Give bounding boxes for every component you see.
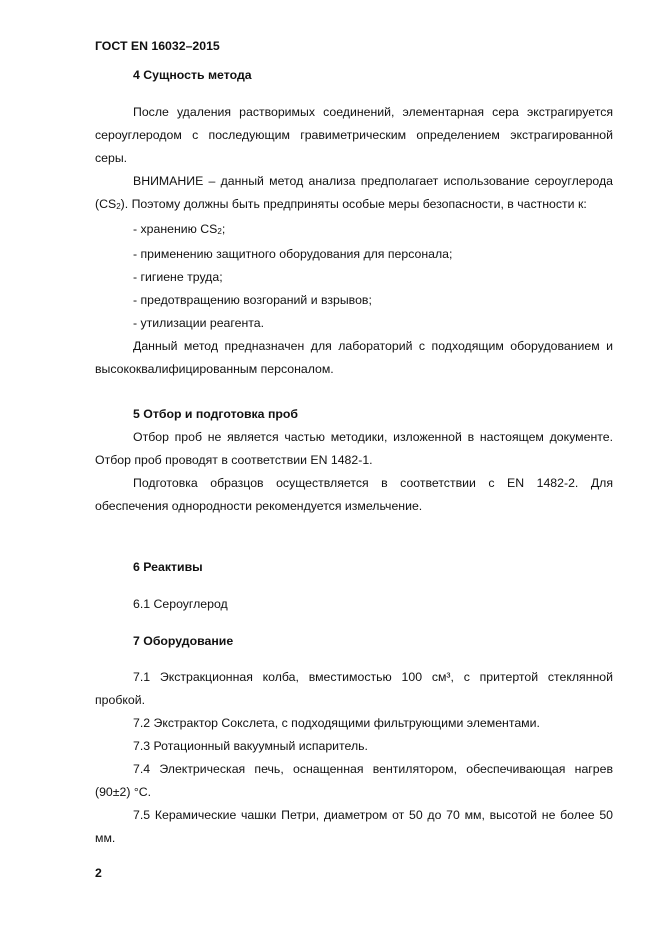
list-item: - хранению $CS_2$; [133,222,226,236]
document-header: ГОСТ EN 16032–2015 [95,39,220,53]
section-4-title: 4 Сущность метода [133,68,252,82]
section-5-paragraph-2: Подготовка образцов осуществляется в соответствии с EN 1482-2. Для обеспечения однородности рекомендуется измельчение. [95,476,613,513]
list-item: - предотвращению возгораний и взрывов; [133,293,372,307]
list-item: - применению защитного оборудования для персонала; [133,247,453,261]
section-7-item-2: 7.2 Экстрактор Сокслета, с подходящими фильтрующими элементами. [133,716,540,730]
section-5-title: 5 Отбор и подготовка проб [133,407,298,421]
section-7-item-3: 7.3 Ротационный вакуумный испаритель. [133,739,368,753]
list-item: - гигиене труда; [133,270,223,284]
document-body [95,58,613,850]
section-4-paragraph-1: После удаления растворимых соединений, элементарная сера экстрагируется сероуглеродом с последующим гравиметрическим определением экстрагированной серы. [95,105,613,165]
section-7-item-1: 7.1 Экстракционная колба, вместимостью 100 см³, с притертой стеклянной пробкой. [95,670,613,707]
section-7-item-5: 7.5 Керамические чашки Петри, диаметром от 50 до 70 мм, высотой не более 50 мм. [95,808,613,845]
section-5-paragraph-1: Отбор проб не является частью методики, изложенной в настоящем документе. Отбор проб проводят в соответствии EN 1482-1. [95,430,613,467]
list-item: - утилизации реагента. [133,316,264,330]
section-4-paragraph-2: ВНИМАНИЕ – данный метод анализа предполагает использование сероуглерода $(CS_2)$. Поэтому должны быть предприняты особые меры безопасности, в частности к: [95,174,613,211]
section-7-title: 7 Оборудование [133,634,234,648]
section-7-item-4: 7.4 Электрическая печь, оснащенная вентилятором, обеспечивающая нагрев (90±2) °С. [95,762,613,799]
section-6-item-1: 6.1 Сероуглерод [133,597,228,611]
section-6-title: 6 Реактивы [133,560,203,574]
section-4-paragraph-3: Данный метод предназначен для лабораторий с подходящим оборудованием и высококвалифицированным персоналом. [95,339,613,376]
page-number: 2 [95,866,102,880]
